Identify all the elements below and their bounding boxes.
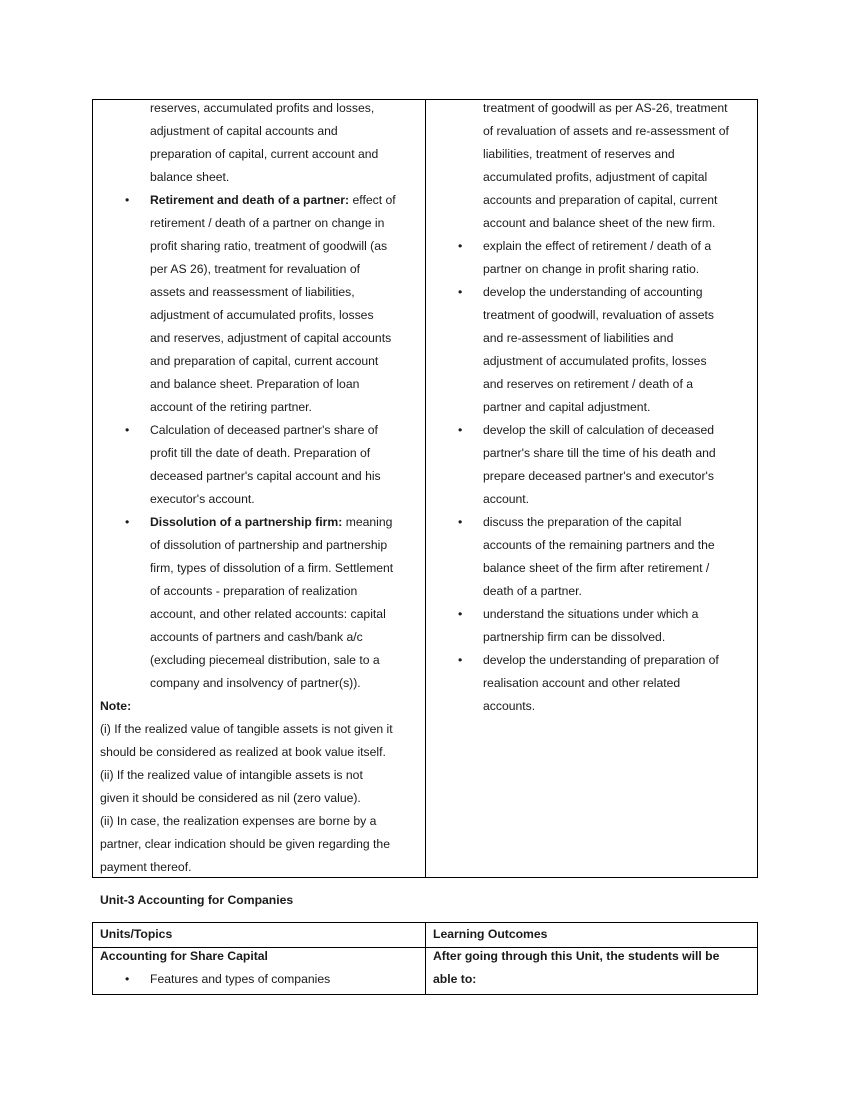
- topic-heading: Dissolution of a partnership firm:: [150, 515, 343, 529]
- column-divider: [425, 100, 426, 877]
- text-line: (excluding piecemeal distribution, sale to a: [150, 653, 380, 667]
- note-block: [100, 695, 424, 879]
- text-line: (ii) In case, the realization expenses are borne by a: [100, 814, 377, 828]
- column-divider: [425, 923, 426, 994]
- text-line: Calculation of deceased partner's share of: [150, 423, 378, 437]
- text-line: balance sheet.: [150, 170, 230, 184]
- text-line: deceased partner's capital account and his: [150, 469, 381, 483]
- topic-heading: Retirement and death of a partner:: [150, 193, 350, 207]
- list-item: [433, 281, 753, 419]
- syllabus-table: [92, 99, 758, 878]
- bullet-icon: •: [458, 423, 463, 437]
- bullet-icon: •: [458, 607, 463, 621]
- outcomes-intro-line: After going through this Unit, the students will be: [433, 949, 720, 963]
- learning-outcomes-column: [433, 97, 753, 718]
- text-line: per AS 26), treatment for revaluation of: [150, 262, 361, 276]
- text-line: and preparation of capital, current account: [150, 354, 379, 368]
- text-line: death of a partner.: [483, 584, 582, 598]
- text-line: understand the situations under which a: [483, 607, 699, 621]
- text-line: partner, clear indication should be given regarding the: [100, 837, 390, 851]
- text-line: accounts and preparation of capital, current: [483, 193, 718, 207]
- text-line: account, and other related accounts: capital: [150, 607, 386, 621]
- text-line: develop the understanding of accounting: [483, 285, 703, 299]
- text-line: of revaluation of assets and re-assessment of: [483, 124, 729, 138]
- text-line: explain the effect of retirement / death of a: [483, 239, 712, 253]
- outcomes-intro-line: able to:: [433, 972, 477, 986]
- text-line: assets and reassessment of liabilities,: [150, 285, 355, 299]
- text-line: treatment of goodwill, revaluation of assets: [483, 308, 715, 322]
- text-line: account and balance sheet of the new firm.: [483, 216, 716, 230]
- text-line: payment thereof.: [100, 860, 192, 874]
- text-line: profit sharing ratio, treatment of goodwill (as: [150, 239, 388, 253]
- text-line: (i) If the realized value of tangible assets is not given it: [100, 722, 393, 736]
- text-line: accumulated profits, adjustment of capital: [483, 170, 708, 184]
- text-line: partnership firm can be dissolved.: [483, 630, 666, 644]
- text-line: discuss the preparation of the capital: [483, 515, 682, 529]
- text-line: profit till the date of death. Preparation of: [150, 446, 371, 460]
- text-line: retirement / death of a partner on change in: [150, 216, 385, 230]
- outcomes-list: [433, 235, 753, 718]
- text-line: treatment of goodwill as per AS-26, treatment: [483, 101, 728, 115]
- list-item-dissolution: [100, 511, 424, 695]
- bullet-icon: •: [125, 515, 130, 529]
- text-line: adjustment of accumulated profits, losses: [150, 308, 374, 322]
- text-line: meaning: [342, 515, 393, 529]
- text-line: liabilities, treatment of reserves and: [483, 147, 675, 161]
- topic-title: Accounting for Share Capital: [100, 949, 268, 963]
- text-line: partner on change in profit sharing ratio.: [483, 262, 700, 276]
- text-line: preparation of capital, current account and: [150, 147, 379, 161]
- header-units-topics: Units/Topics: [100, 927, 173, 941]
- list-item: [125, 968, 331, 991]
- text-line: and balance sheet. Preparation of loan: [150, 377, 360, 391]
- list-item: [433, 603, 753, 649]
- text-line: develop the understanding of preparation of: [483, 653, 719, 667]
- bullet-icon: •: [458, 653, 463, 667]
- text-line: (ii) If the realized value of intangible assets is not: [100, 768, 363, 782]
- bullet-icon: •: [125, 193, 130, 207]
- text-line: realisation account and other related: [483, 676, 681, 690]
- text-line: develop the skill of calculation of deceased: [483, 423, 715, 437]
- text-line: and reserves on retirement / death of a: [483, 377, 694, 391]
- list-item: [433, 235, 753, 281]
- text-line: account of the retiring partner.: [150, 400, 312, 414]
- text-line: given it should be considered as nil (zero value).: [100, 791, 361, 805]
- text-line: of dissolution of partnership and partnership: [150, 538, 388, 552]
- text-line: partner's share till the time of his death and: [483, 446, 716, 460]
- text-line: and re-assessment of liabilities and: [483, 331, 674, 345]
- bullet-icon: •: [125, 972, 130, 986]
- header-learning-outcomes: Learning Outcomes: [433, 927, 548, 941]
- list-item-deceased-share: [100, 419, 424, 511]
- bullet-icon: •: [458, 239, 463, 253]
- text-line: and reserves, adjustment of capital accounts: [150, 331, 392, 345]
- text-line: reserves, accumulated profits and losses,: [150, 101, 375, 115]
- note-label: Note:: [100, 699, 132, 713]
- list-item: [433, 419, 753, 511]
- text-line: account.: [483, 492, 530, 506]
- text-line: executor's account.: [150, 492, 255, 506]
- topics-list: [100, 189, 424, 695]
- text-line: effect of: [349, 193, 396, 207]
- bullet-icon: •: [458, 515, 463, 529]
- bullet-icon: •: [458, 285, 463, 299]
- list-item-retirement-death: [100, 189, 424, 419]
- text-line: adjustment of accumulated profits, losses: [483, 354, 707, 368]
- unit-heading: Unit-3 Accounting for Companies: [100, 893, 294, 907]
- text-line: partner and capital adjustment.: [483, 400, 651, 414]
- unit3-table: [92, 922, 758, 995]
- left-continued-text: [100, 97, 424, 189]
- text-line: company and insolvency of partner(s)).: [150, 676, 361, 690]
- text-line: of accounts - preparation of realization: [150, 584, 358, 598]
- text-line: accounts.: [483, 699, 536, 713]
- text-line: prepare deceased partner's and executor's: [483, 469, 714, 483]
- text-line: should be considered as realized at book value itself.: [100, 745, 386, 759]
- list-item: [433, 511, 753, 603]
- text-line: balance sheet of the firm after retirement /: [483, 561, 710, 575]
- units-topics-column: [100, 97, 424, 879]
- text-line: accounts of the remaining partners and the: [483, 538, 715, 552]
- text-line: accounts of partners and cash/bank a/c: [150, 630, 363, 644]
- right-continued-text: [433, 97, 753, 235]
- bullet-icon: •: [125, 423, 130, 437]
- list-item: [433, 649, 753, 718]
- text-line: Features and types of companies: [150, 972, 331, 986]
- text-line: adjustment of capital accounts and: [150, 124, 338, 138]
- text-line: firm, types of dissolution of a firm. Settlement: [150, 561, 394, 575]
